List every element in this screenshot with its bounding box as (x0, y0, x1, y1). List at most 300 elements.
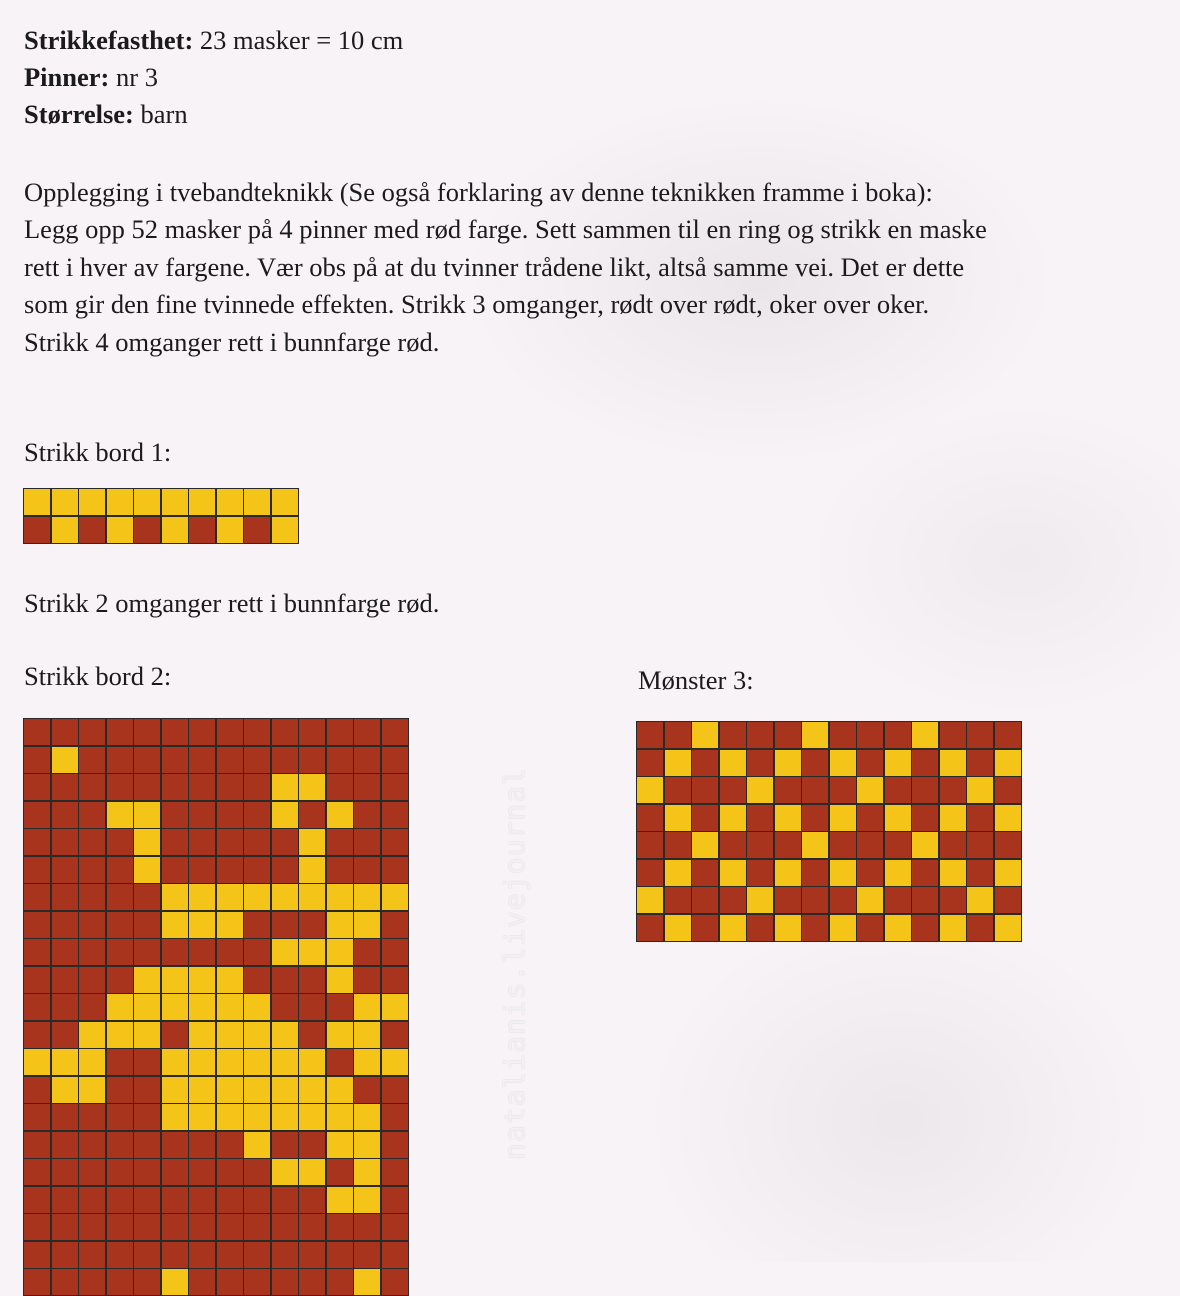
red-stitch (940, 832, 966, 858)
red-stitch (382, 829, 408, 855)
red-stitch (299, 1269, 325, 1295)
red-stitch (299, 747, 325, 773)
yellow-stitch (217, 967, 243, 993)
needles-label: Pinner: (24, 62, 110, 92)
instruction-line: som gir den fine tvinnede effekten. Strikk 3 omganger, rødt over rødt, oker over oker. (24, 289, 930, 320)
red-stitch (162, 1132, 188, 1158)
yellow-stitch (885, 915, 911, 941)
yellow-stitch (354, 1159, 380, 1185)
yellow-stitch (79, 489, 105, 515)
red-stitch (354, 802, 380, 828)
red-stitch (967, 860, 993, 886)
yellow-stitch (637, 777, 663, 803)
red-stitch (802, 805, 828, 831)
red-stitch (327, 1159, 353, 1185)
border-1-chart (23, 488, 299, 544)
red-stitch (382, 1077, 408, 1103)
red-stitch (107, 939, 133, 965)
yellow-stitch (747, 887, 773, 913)
red-stitch (107, 774, 133, 800)
red-stitch (885, 777, 911, 803)
yellow-stitch (244, 1022, 270, 1048)
red-stitch (692, 750, 718, 776)
red-stitch (637, 805, 663, 831)
red-stitch (134, 1242, 160, 1268)
red-stitch (747, 805, 773, 831)
yellow-stitch (940, 860, 966, 886)
yellow-stitch (354, 1104, 380, 1130)
border-1-heading: Strikk bord 1: (24, 437, 172, 467)
yellow-stitch (940, 915, 966, 941)
yellow-stitch (162, 994, 188, 1020)
yellow-stitch (830, 750, 856, 776)
red-stitch (24, 884, 50, 910)
red-stitch (299, 1242, 325, 1268)
yellow-stitch (857, 887, 883, 913)
red-stitch (134, 912, 160, 938)
red-stitch (354, 1242, 380, 1268)
yellow-stitch (665, 750, 691, 776)
yellow-stitch (830, 915, 856, 941)
red-stitch (134, 1049, 160, 1075)
red-stitch (802, 750, 828, 776)
red-stitch (692, 915, 718, 941)
red-stitch (162, 829, 188, 855)
yellow-stitch (134, 1022, 160, 1048)
red-stitch (52, 1022, 78, 1048)
yellow-stitch (775, 915, 801, 941)
red-stitch (79, 1214, 105, 1240)
red-stitch (912, 805, 938, 831)
red-stitch (24, 747, 50, 773)
yellow-stitch (162, 884, 188, 910)
red-stitch (857, 832, 883, 858)
red-stitch (217, 1269, 243, 1295)
red-stitch (382, 939, 408, 965)
red-stitch (967, 750, 993, 776)
yellow-stitch (382, 1049, 408, 1075)
red-stitch (244, 802, 270, 828)
yellow-stitch (327, 939, 353, 965)
yellow-stitch (354, 1022, 380, 1048)
red-stitch (134, 939, 160, 965)
red-stitch (217, 747, 243, 773)
red-stitch (637, 860, 663, 886)
red-stitch (134, 1159, 160, 1185)
yellow-stitch (830, 860, 856, 886)
yellow-stitch (24, 489, 50, 515)
red-stitch (107, 967, 133, 993)
yellow-stitch (134, 967, 160, 993)
yellow-stitch (665, 860, 691, 886)
yellow-stitch (272, 802, 298, 828)
yellow-stitch (327, 1077, 353, 1103)
red-stitch (217, 802, 243, 828)
yellow-stitch (217, 517, 243, 543)
red-stitch (107, 1242, 133, 1268)
red-stitch (52, 1214, 78, 1240)
red-stitch (885, 832, 911, 858)
yellow-stitch (134, 994, 160, 1020)
red-stitch (327, 1269, 353, 1295)
yellow-stitch (107, 994, 133, 1020)
yellow-stitch (995, 805, 1021, 831)
red-stitch (162, 802, 188, 828)
red-stitch (162, 939, 188, 965)
gauge-value: 23 masker = 10 cm (193, 25, 404, 55)
red-stitch (244, 912, 270, 938)
red-stitch (217, 1132, 243, 1158)
red-stitch (272, 1132, 298, 1158)
red-stitch (327, 857, 353, 883)
red-stitch (107, 829, 133, 855)
yellow-stitch (162, 1049, 188, 1075)
red-stitch (940, 722, 966, 748)
needles-value: nr 3 (109, 62, 158, 92)
red-stitch (272, 1269, 298, 1295)
red-stitch (52, 939, 78, 965)
gauge-label: Strikkefasthet: (24, 25, 194, 55)
red-stitch (940, 777, 966, 803)
yellow-stitch (162, 967, 188, 993)
red-stitch (299, 1132, 325, 1158)
red-stitch (79, 1242, 105, 1268)
red-stitch (802, 777, 828, 803)
yellow-stitch (79, 1077, 105, 1103)
red-stitch (162, 857, 188, 883)
red-stitch (995, 887, 1021, 913)
red-stitch (747, 915, 773, 941)
yellow-stitch (885, 750, 911, 776)
red-stitch (24, 857, 50, 883)
yellow-stitch (272, 517, 298, 543)
red-stitch (107, 884, 133, 910)
yellow-stitch (775, 805, 801, 831)
red-stitch (24, 1187, 50, 1213)
red-stitch (162, 1214, 188, 1240)
red-stitch (382, 1269, 408, 1295)
red-stitch (637, 832, 663, 858)
red-stitch (162, 1022, 188, 1048)
red-stitch (189, 517, 215, 543)
red-stitch (912, 860, 938, 886)
red-stitch (107, 857, 133, 883)
red-stitch (107, 1049, 133, 1075)
red-stitch (52, 774, 78, 800)
red-stitch (24, 1214, 50, 1240)
red-stitch (720, 887, 746, 913)
yellow-stitch (189, 1049, 215, 1075)
red-stitch (382, 912, 408, 938)
red-stitch (244, 829, 270, 855)
red-stitch (354, 719, 380, 745)
yellow-stitch (299, 884, 325, 910)
red-stitch (107, 1214, 133, 1240)
red-stitch (830, 777, 856, 803)
red-stitch (217, 829, 243, 855)
red-stitch (134, 1077, 160, 1103)
red-stitch (24, 1022, 50, 1048)
red-stitch (244, 1187, 270, 1213)
red-stitch (775, 777, 801, 803)
yellow-stitch (272, 1159, 298, 1185)
yellow-stitch (665, 805, 691, 831)
yellow-stitch (720, 860, 746, 886)
red-stitch (162, 1187, 188, 1213)
red-stitch (189, 1187, 215, 1213)
red-stitch (299, 912, 325, 938)
red-stitch (24, 939, 50, 965)
yellow-stitch (272, 939, 298, 965)
red-stitch (217, 774, 243, 800)
red-stitch (217, 1242, 243, 1268)
red-stitch (299, 994, 325, 1020)
pattern-3-heading: Mønster 3: (638, 665, 754, 695)
red-stitch (134, 774, 160, 800)
yellow-stitch (52, 747, 78, 773)
yellow-stitch (354, 912, 380, 938)
red-stitch (382, 1132, 408, 1158)
red-stitch (299, 1214, 325, 1240)
red-stitch (134, 1214, 160, 1240)
red-stitch (24, 1132, 50, 1158)
yellow-stitch (327, 1022, 353, 1048)
red-stitch (107, 1159, 133, 1185)
red-stitch (382, 967, 408, 993)
yellow-stitch (217, 912, 243, 938)
red-stitch (299, 1022, 325, 1048)
yellow-stitch (299, 1049, 325, 1075)
yellow-stitch (134, 829, 160, 855)
red-stitch (775, 722, 801, 748)
yellow-stitch (299, 1104, 325, 1130)
red-stitch (24, 802, 50, 828)
yellow-stitch (327, 1104, 353, 1130)
yellow-stitch (162, 1104, 188, 1130)
size-spec (24, 98, 188, 130)
red-stitch (79, 994, 105, 1020)
red-stitch (665, 777, 691, 803)
red-stitch (665, 722, 691, 748)
red-stitch (912, 915, 938, 941)
red-stitch (52, 967, 78, 993)
red-stitch (665, 887, 691, 913)
red-stitch (885, 887, 911, 913)
red-stitch (79, 802, 105, 828)
yellow-stitch (299, 1159, 325, 1185)
red-stitch (162, 1242, 188, 1268)
yellow-stitch (272, 1104, 298, 1130)
red-stitch (244, 1214, 270, 1240)
red-stitch (189, 1242, 215, 1268)
red-stitch (52, 994, 78, 1020)
yellow-stitch (244, 489, 270, 515)
red-stitch (665, 832, 691, 858)
red-stitch (107, 747, 133, 773)
red-stitch (967, 915, 993, 941)
red-stitch (244, 967, 270, 993)
yellow-stitch (327, 802, 353, 828)
red-stitch (24, 994, 50, 1020)
red-stitch (134, 747, 160, 773)
yellow-stitch (272, 1022, 298, 1048)
red-stitch (79, 967, 105, 993)
red-stitch (272, 994, 298, 1020)
red-stitch (189, 1269, 215, 1295)
yellow-stitch (24, 1049, 50, 1075)
red-stitch (244, 747, 270, 773)
red-stitch (107, 1077, 133, 1103)
yellow-stitch (327, 967, 353, 993)
red-stitch (747, 860, 773, 886)
yellow-stitch (79, 1022, 105, 1048)
yellow-stitch (272, 774, 298, 800)
size-value: barn (133, 99, 188, 129)
yellow-stitch (912, 832, 938, 858)
red-stitch (327, 1049, 353, 1075)
red-stitch (354, 747, 380, 773)
red-stitch (24, 1269, 50, 1295)
yellow-stitch (134, 857, 160, 883)
red-stitch (24, 1242, 50, 1268)
red-stitch (299, 967, 325, 993)
yellow-stitch (244, 1132, 270, 1158)
yellow-stitch (217, 489, 243, 515)
red-stitch (217, 1187, 243, 1213)
yellow-stitch (244, 1077, 270, 1103)
instruction-line: rett i hver av fargene. Vær obs på at du tvinner trådene likt, altså samme vei. Det er dette (24, 251, 965, 282)
yellow-stitch (189, 884, 215, 910)
red-stitch (189, 774, 215, 800)
yellow-stitch (52, 1077, 78, 1103)
yellow-stitch (134, 802, 160, 828)
yellow-stitch (217, 884, 243, 910)
yellow-stitch (107, 517, 133, 543)
red-stitch (382, 1104, 408, 1130)
red-stitch (52, 1187, 78, 1213)
yellow-stitch (995, 750, 1021, 776)
red-stitch (189, 1132, 215, 1158)
yellow-stitch (299, 857, 325, 883)
red-stitch (189, 1159, 215, 1185)
red-stitch (857, 750, 883, 776)
red-stitch (775, 832, 801, 858)
yellow-stitch (244, 994, 270, 1020)
yellow-stitch (134, 489, 160, 515)
red-stitch (24, 1077, 50, 1103)
red-stitch (382, 1022, 408, 1048)
red-stitch (79, 884, 105, 910)
red-stitch (354, 857, 380, 883)
yellow-stitch (217, 1104, 243, 1130)
yellow-stitch (775, 860, 801, 886)
red-stitch (272, 719, 298, 745)
red-stitch (354, 774, 380, 800)
red-stitch (637, 750, 663, 776)
red-stitch (52, 857, 78, 883)
red-stitch (912, 750, 938, 776)
instruction-line: Strikk 4 omganger rett i bunnfarge rød. (24, 326, 440, 357)
red-stitch (24, 967, 50, 993)
yellow-stitch (107, 1022, 133, 1048)
yellow-stitch (354, 994, 380, 1020)
yellow-stitch (802, 722, 828, 748)
yellow-stitch (327, 1187, 353, 1213)
red-stitch (995, 832, 1021, 858)
red-stitch (382, 747, 408, 773)
yellow-stitch (244, 884, 270, 910)
yellow-stitch (692, 832, 718, 858)
yellow-stitch (382, 884, 408, 910)
red-stitch (52, 829, 78, 855)
red-stitch (79, 774, 105, 800)
red-stitch (217, 1159, 243, 1185)
red-stitch (354, 1077, 380, 1103)
red-stitch (327, 1242, 353, 1268)
red-stitch (327, 747, 353, 773)
red-stitch (967, 805, 993, 831)
red-stitch (244, 1242, 270, 1268)
yellow-stitch (857, 777, 883, 803)
yellow-stitch (52, 517, 78, 543)
yellow-stitch (189, 994, 215, 1020)
red-stitch (52, 1132, 78, 1158)
yellow-stitch (79, 1049, 105, 1075)
red-stitch (189, 1214, 215, 1240)
plain-rounds-text: Strikk 2 omganger rett i bunnfarge rød. (24, 588, 440, 618)
yellow-stitch (775, 750, 801, 776)
red-stitch (244, 719, 270, 745)
red-stitch (382, 1159, 408, 1185)
red-stitch (747, 832, 773, 858)
red-stitch (272, 1187, 298, 1213)
red-stitch (189, 829, 215, 855)
instruction-line: Legg opp 52 masker på 4 pinner med rød farge. Sett sammen til en ring og strikk en maske (24, 214, 987, 245)
red-stitch (940, 887, 966, 913)
yellow-stitch (162, 1269, 188, 1295)
red-stitch (327, 719, 353, 745)
red-stitch (244, 517, 270, 543)
red-stitch (217, 1214, 243, 1240)
watermark-text: natalianis.livejournal (498, 767, 531, 1160)
yellow-stitch (327, 1132, 353, 1158)
yellow-stitch (107, 802, 133, 828)
red-stitch (299, 802, 325, 828)
yellow-stitch (354, 884, 380, 910)
red-stitch (189, 857, 215, 883)
yellow-stitch (217, 1049, 243, 1075)
yellow-stitch (272, 884, 298, 910)
yellow-stitch (299, 939, 325, 965)
yellow-stitch (720, 915, 746, 941)
red-stitch (162, 774, 188, 800)
red-stitch (967, 832, 993, 858)
red-stitch (830, 722, 856, 748)
red-stitch (272, 912, 298, 938)
yellow-stitch (162, 1077, 188, 1103)
yellow-stitch (995, 860, 1021, 886)
yellow-stitch (189, 1077, 215, 1103)
yellow-stitch (940, 805, 966, 831)
yellow-stitch (830, 805, 856, 831)
red-stitch (79, 1132, 105, 1158)
red-stitch (272, 747, 298, 773)
red-stitch (24, 719, 50, 745)
red-stitch (107, 1104, 133, 1130)
red-stitch (885, 722, 911, 748)
red-stitch (692, 860, 718, 886)
red-stitch (24, 912, 50, 938)
